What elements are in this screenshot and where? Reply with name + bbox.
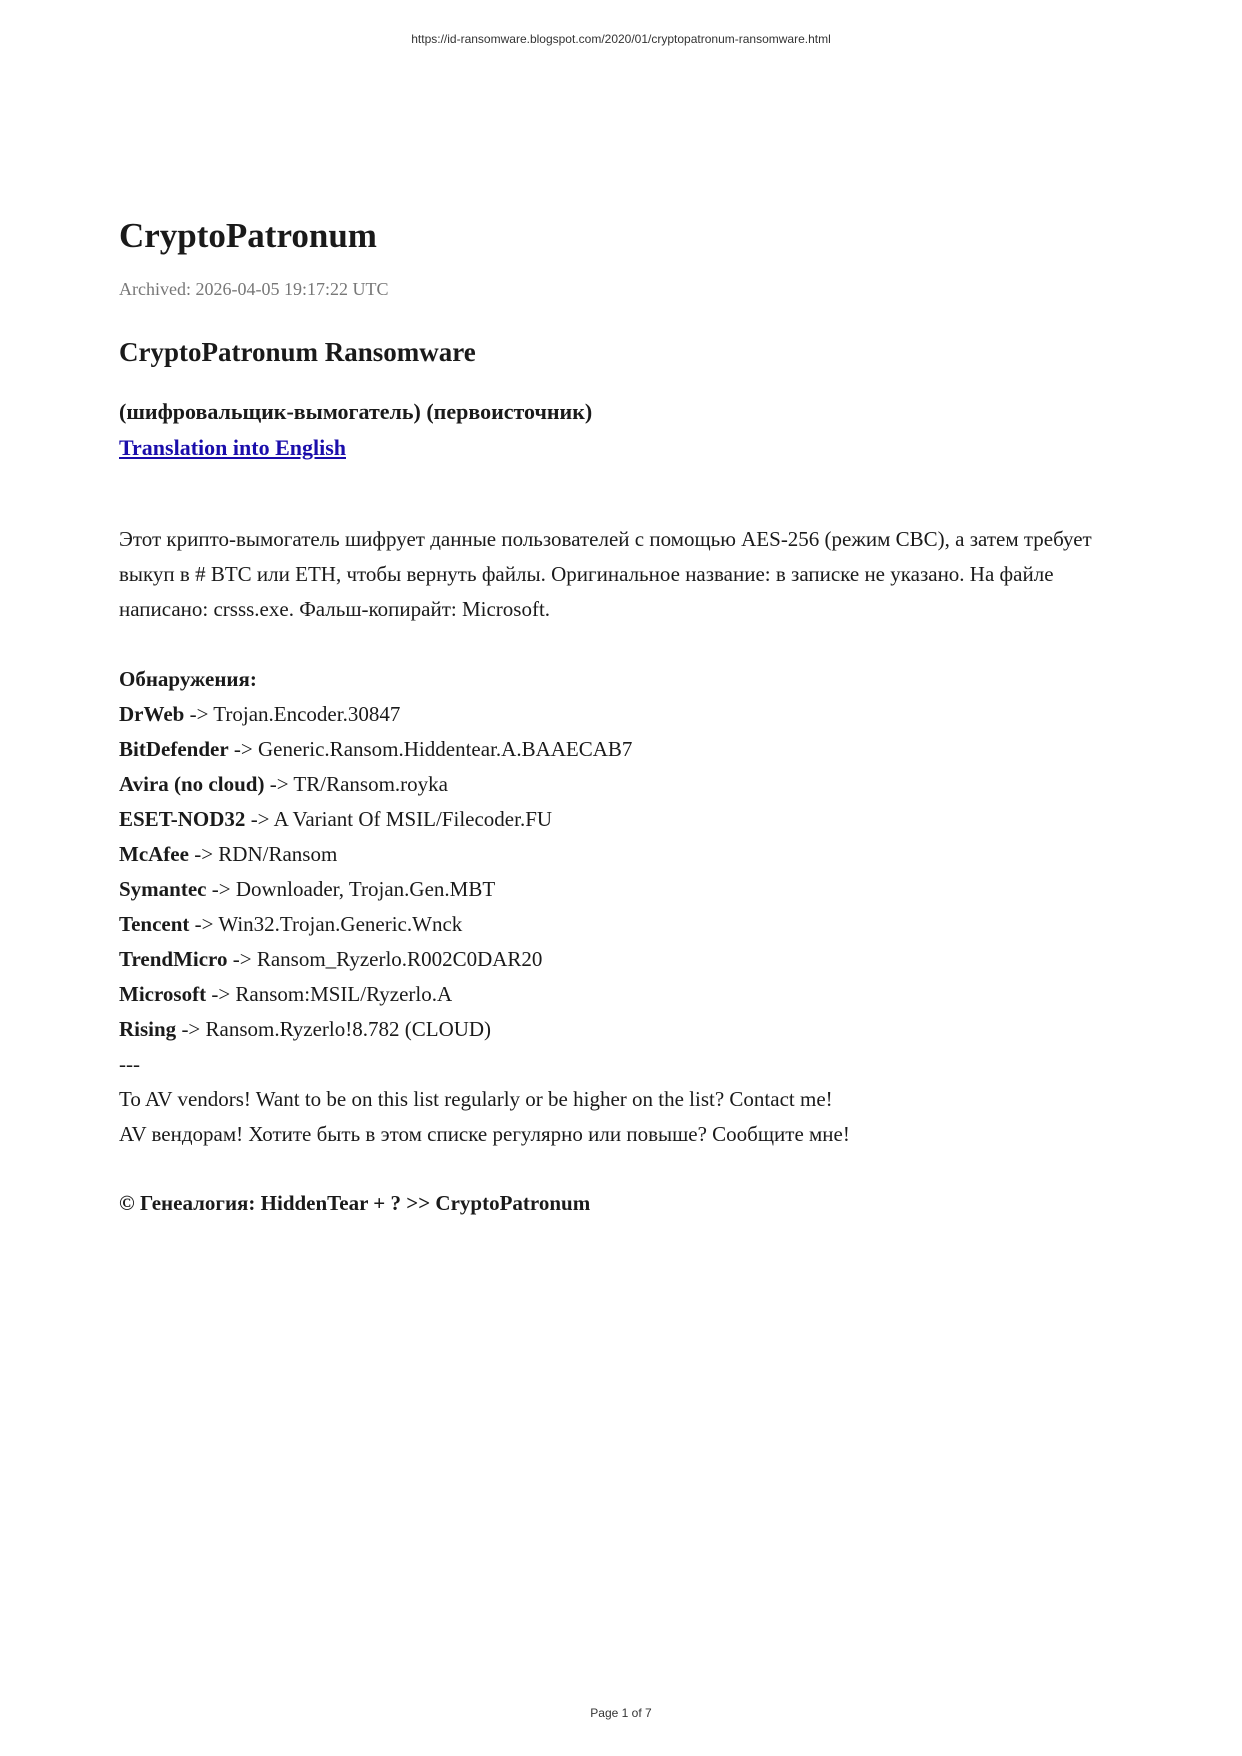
translation-link[interactable]: Translation into English <box>119 435 346 460</box>
detection-item <box>119 1012 1119 1047</box>
detection-result: -> Ransom:MSIL/Ryzerlo.A <box>206 982 453 1006</box>
detection-item <box>119 907 1119 942</box>
detection-vendor: McAfee <box>119 842 189 866</box>
page-url-header: https://id-ransomware.blogspot.com/2020/01/cryptopatronum-ransomware.html <box>411 32 831 46</box>
page-number: Page 1 of 7 <box>590 1706 652 1720</box>
detection-item <box>119 837 1119 872</box>
detection-result: -> RDN/Ransom <box>188 842 338 866</box>
detection-result: -> Ransom.Ryzerlo!8.782 (CLOUD) <box>176 1017 492 1041</box>
detection-result: -> Ransom_Ryzerlo.R002C0DAR20 <box>227 947 543 971</box>
detection-result: -> Downloader, Trojan.Gen.MBT <box>206 877 496 901</box>
detection-result: -> Trojan.Encoder.30847 <box>184 702 401 726</box>
detection-item <box>119 697 1119 732</box>
russian-subtitle: (шифровальщик-вымогатель) (первоисточник) <box>119 399 593 424</box>
article-subtitle: CryptoPatronum Ransomware <box>119 337 476 367</box>
genealogy-line: © Генеалогия: HiddenTear + ? >> CryptoPatronum <box>119 1191 591 1215</box>
detection-result: -> Win32.Trojan.Generic.Wnck <box>189 912 463 936</box>
detection-result: -> A Variant Of MSIL/Filecoder.FU <box>245 807 553 831</box>
archived-timestamp: Archived: 2026-04-05 19:17:22 UTC <box>119 279 389 299</box>
detections-heading: Обнаружения: <box>119 667 257 691</box>
av-note-russian: AV вендорам! Хотите быть в этом списке регулярно или повыше? Сообщите мне! <box>119 1122 850 1146</box>
detections-list <box>119 697 1119 1047</box>
detection-vendor: Rising <box>119 1017 177 1041</box>
detection-vendor: Microsoft <box>119 982 207 1006</box>
separator-line: --- <box>119 1052 140 1076</box>
detection-result: -> Generic.Ransom.Hiddentear.A.BAAECAB7 <box>228 737 633 761</box>
detection-item <box>119 872 1119 907</box>
detection-item <box>119 767 1119 802</box>
detection-result: -> TR/Ransom.royka <box>264 772 448 796</box>
detection-vendor: TrendMicro <box>119 947 228 971</box>
article-content <box>119 210 1119 1221</box>
detection-item <box>119 942 1119 977</box>
detection-vendor: Symantec <box>119 877 207 901</box>
detection-item <box>119 802 1119 837</box>
av-note-english: To AV vendors! Want to be on this list regularly or be higher on the list? Contact me! <box>119 1087 833 1111</box>
detection-vendor: ESET-NOD32 <box>119 807 246 831</box>
detection-item <box>119 977 1119 1012</box>
detection-vendor: Avira (no cloud) <box>119 772 265 796</box>
detection-vendor: DrWeb <box>119 702 185 726</box>
detection-vendor: BitDefender <box>119 737 229 761</box>
page-title: CryptoPatronum <box>119 216 377 255</box>
intro-paragraph: Этот крипто-вымогатель шифрует данные пользователей с помощью AES-256 (режим CBC), а затем требует выкуп в # BTC или ETH, чтобы вернуть файлы. Оригинальное название: в записке не указано. На файле написано: crsss.exe. Фальш-копирайт: Microsoft. <box>119 527 1092 621</box>
detection-vendor: Tencent <box>119 912 190 936</box>
detection-item <box>119 732 1119 767</box>
